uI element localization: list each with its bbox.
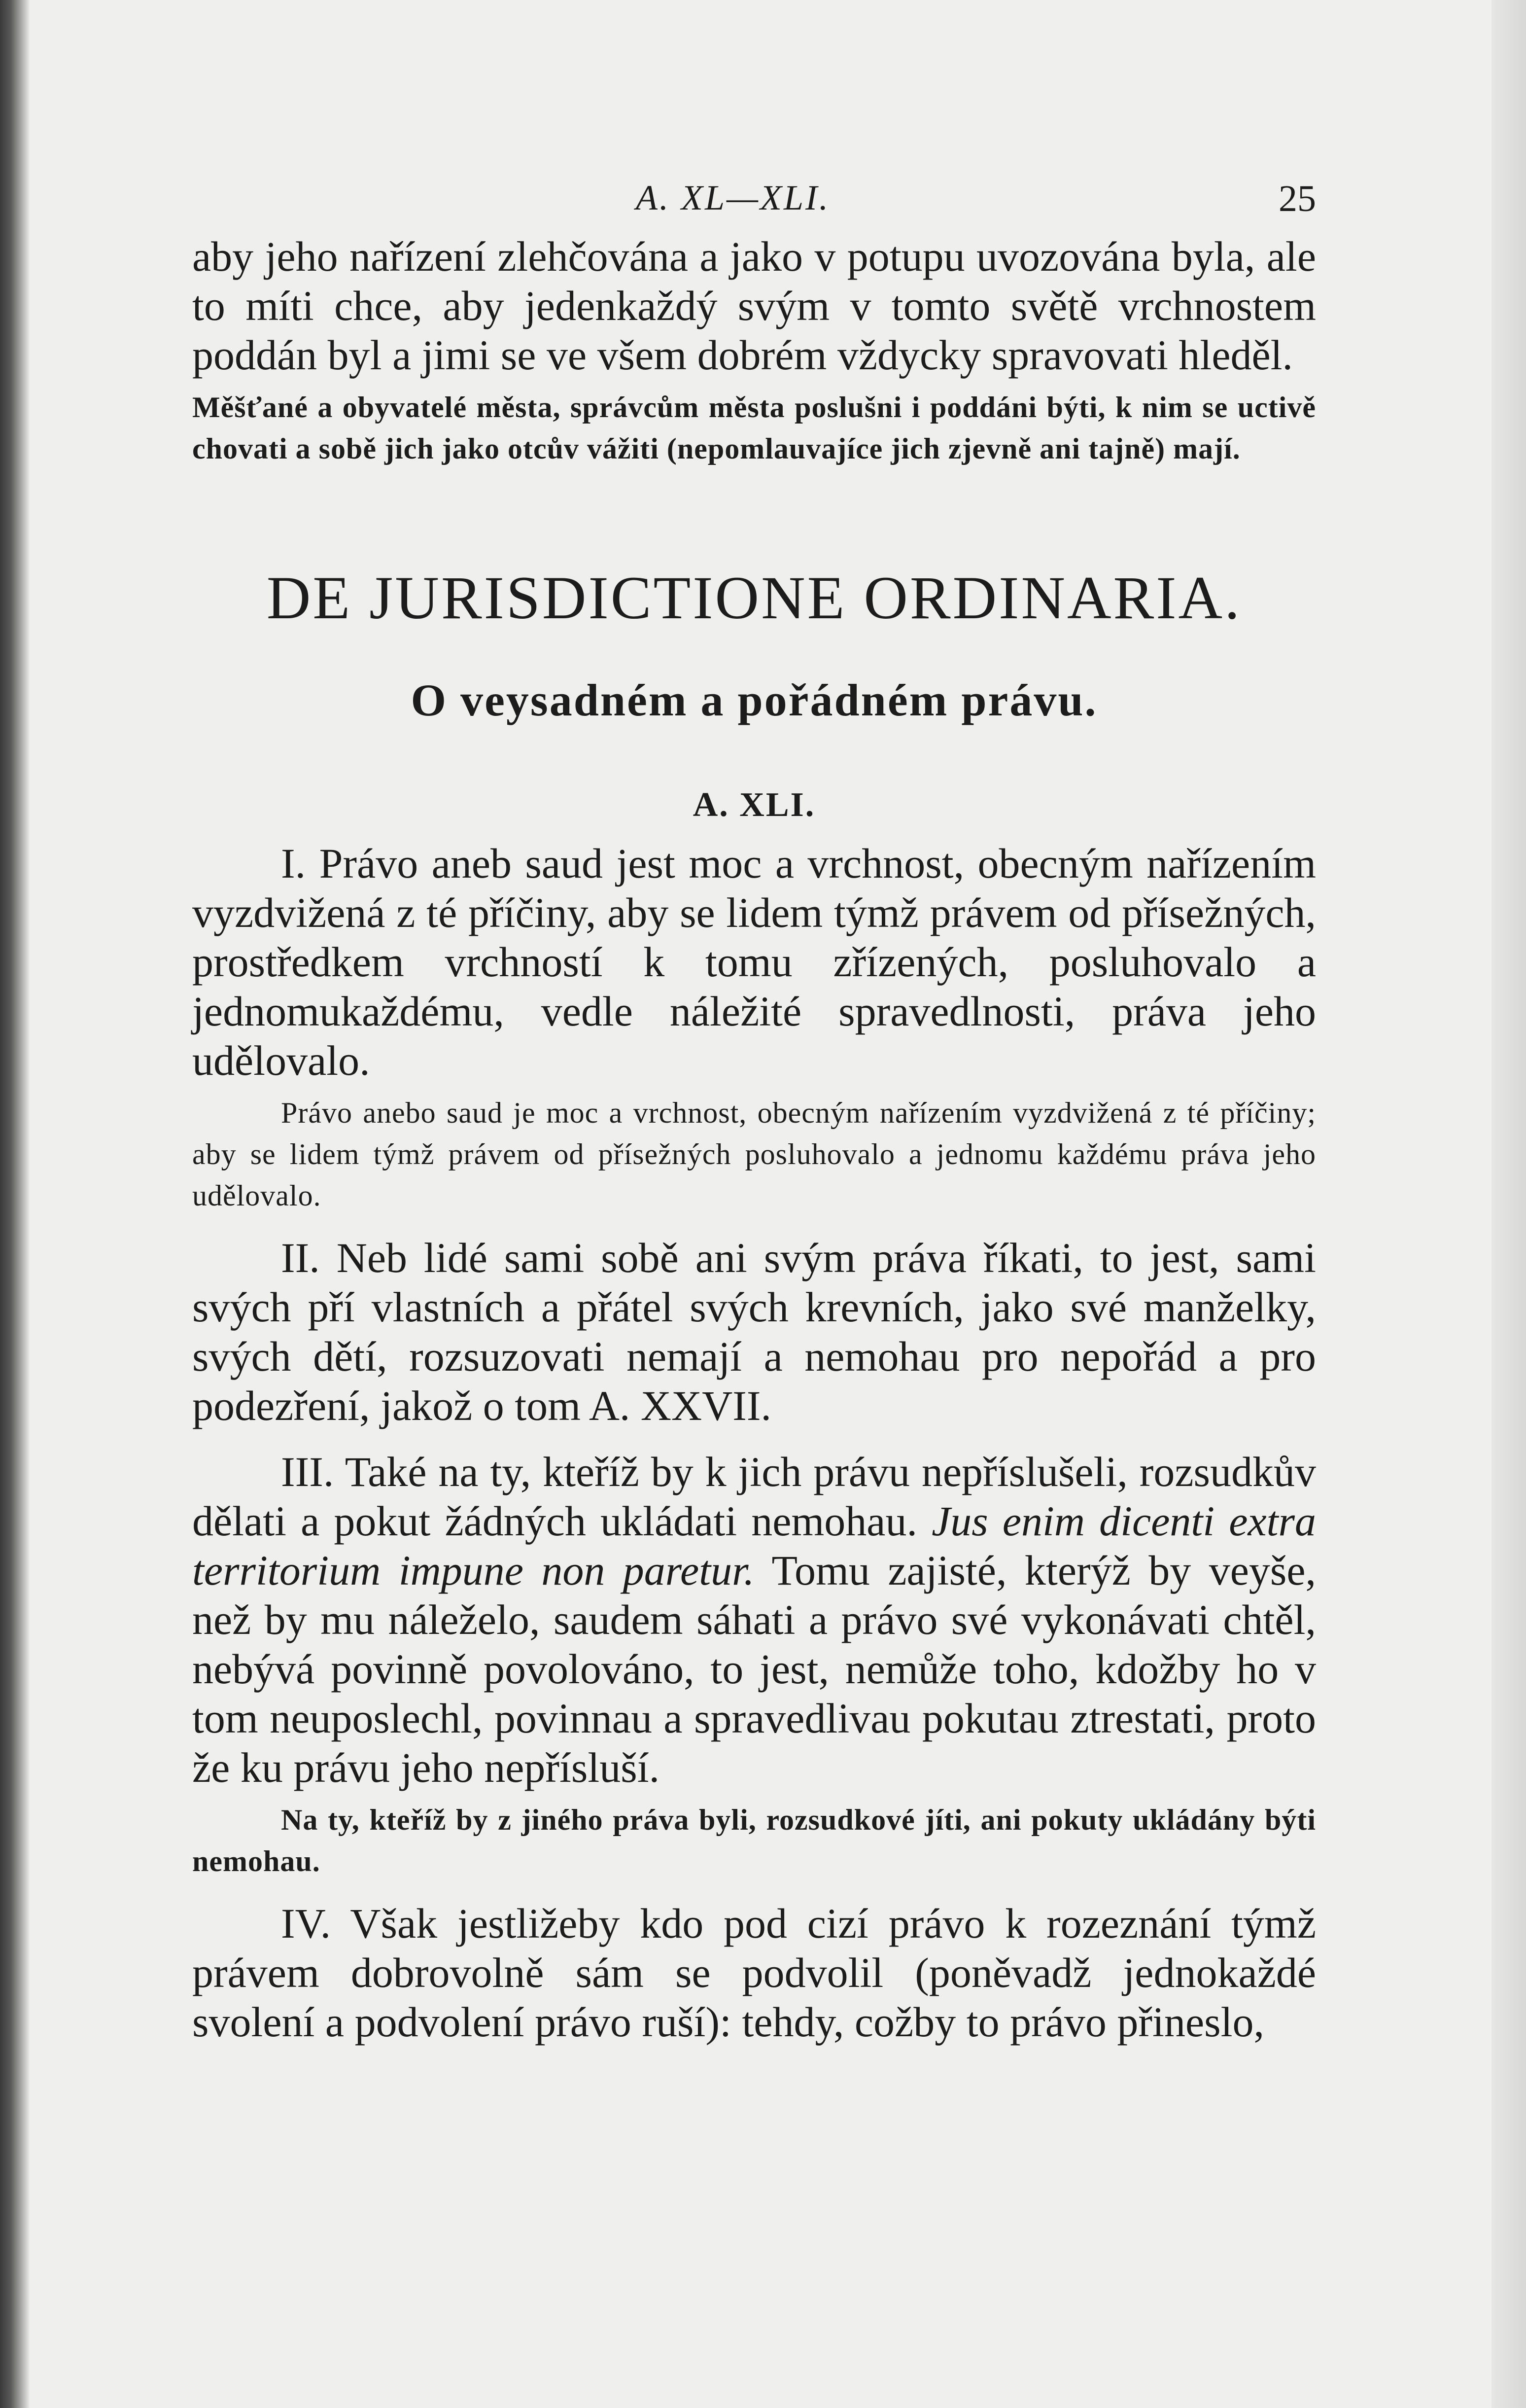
- paragraph-3-latin-quote: Jus enim dicenti extra territorium impune non paretur.: [192, 1497, 1316, 1594]
- running-head: [192, 177, 1316, 232]
- running-head-title: A. XL—XLI.: [636, 178, 831, 217]
- paragraph-3-text-before: Také na ty, kteříž by k jich právu nepříslušeli, rozsudkův dělati a pokut žádných ukládati nemohau.: [192, 1448, 1316, 1545]
- section-title: DE JURISDICTIONE ORDINARIA.: [266, 564, 1242, 632]
- page-number: 25: [1279, 178, 1316, 219]
- note-intro: Měšťané a obyvatelé města, správcům města poslušni i poddáni býti, k nim se uctivě chovati a sobě jich jako otcův vážiti (nepomlauvajíce jich zjevně ani tajně) mají.: [192, 391, 1316, 465]
- paragraph-4-numeral: IV.: [281, 1900, 331, 1948]
- section-subtitle: O veysadném a pořádném právu.: [411, 675, 1098, 726]
- note-1: Právo anebo saud je moc a vrchnost, obecným nařízením vyzdvižená z té příčiny; aby se lidem týmž právem od přísežných posluhovalo a jednomu každému práva jeho udělovalo.: [192, 1097, 1316, 1212]
- paragraph-2: [192, 1233, 1316, 1430]
- paragraph-2-text: Neb lidé sami sobě ani svým práva říkati, to jest, sami svých pří vlastních a přátel svých krevních, jako své manželky, svých dětí, rozsuzovati nemají a nemohau pro nepořád a pro podezření, jakož o tom A. XXVII.: [192, 1234, 1316, 1430]
- paragraph-1-numeral: I.: [281, 840, 306, 887]
- paragraph-3-text-after: Tomu zajisté, kterýž by veyše, než by mu náleželo, saudem sáhati a právo své vykonávati chtěl, nebývá povinně povolováno, to jest, nemůže toho, kdožby ho v tom neuposlechl, povinnau a spravedlivau pokutau ztrestati, proto že ku právu jeho nepřísluší.: [192, 1547, 1317, 1792]
- paragraph-1-text: Právo aneb saud jest moc a vrchnost, obecným nařízením vyzdvižená z té příčiny, aby se lidem týmž právem od přísežných, prostředkem vrchností k tomu zřízených, posluhovalo a jednomukaždému, vedle náležité spravedlnosti, práva jeho udělovalo.: [192, 840, 1316, 1085]
- paragraph-3-numeral: III.: [281, 1448, 334, 1496]
- paragraph-2-numeral: II.: [281, 1234, 320, 1282]
- scan-edge-right: [1491, 0, 1526, 2408]
- note-3: Na ty, kteříž by z jiného práva byli, rozsudkové jíti, ani pokuty ukládány býti nemohau.: [192, 1804, 1316, 1878]
- paragraph-4-text: Však jestližeby kdo pod cizí právo k rozeznání týmž právem dobrovolně sám se podvolil (poněvadž jednokaždé svolení a podvolení právo ruší): tehdy, cožby to právo přineslo,: [192, 1900, 1316, 2046]
- paragraph-3: [192, 1447, 1316, 1792]
- scan-edge-left: [0, 0, 29, 2408]
- book-page: [30, 0, 1491, 2408]
- paragraph-1: [192, 839, 1316, 1085]
- paragraph-intro: aby jeho nařízení zlehčována a jako v potupu uvozována byla, ale to míti chce, aby jedenkaždý svým v tomto světě vrchnostem poddán byl a jimi se ve všem dobrém vždycky spravovati hleděl.: [192, 233, 1316, 379]
- paragraph-4: [192, 1899, 1316, 2047]
- article-heading: A. XLI.: [693, 786, 816, 824]
- page-content: [192, 177, 1316, 2047]
